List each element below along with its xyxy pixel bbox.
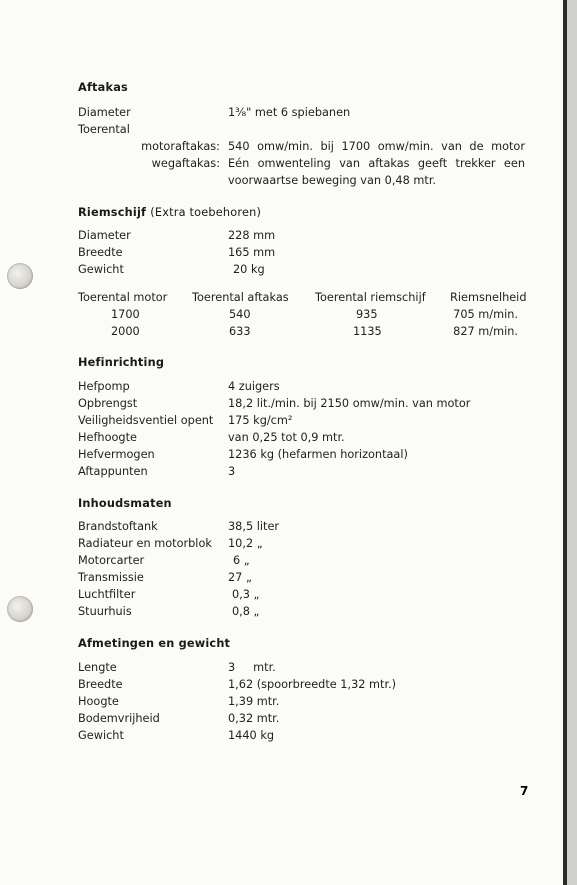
- table-row2-aftakas: 633: [229, 325, 251, 338]
- table-row1-riemschijf: 935: [356, 308, 378, 321]
- riemschijf-diameter-value: 228 mm: [228, 229, 276, 242]
- hefinrichting-heading: Hefinrichting: [78, 356, 165, 369]
- aftappunten-label: Aftappunten: [78, 465, 148, 478]
- aftappunten-value: 3: [228, 465, 236, 478]
- afmetingen-heading: Afmetingen en gewicht: [78, 637, 231, 650]
- luchtfilter-value: 0,3 „: [232, 588, 260, 601]
- gewicht-label: Gewicht: [78, 729, 124, 742]
- opbrengst-value: 18,2 lit./min. bij 2150 omw/min. van motor: [228, 397, 471, 410]
- aftakas-diameter-label: Diameter: [78, 106, 131, 119]
- binder-hole-top: [7, 263, 33, 289]
- opbrengst-label: Opbrengst: [78, 397, 138, 410]
- transmissie-value: 27 „: [228, 571, 252, 584]
- binder-hole-bottom: [7, 596, 33, 622]
- veiligheidsventiel-value: 175 kg/cm²: [228, 414, 293, 427]
- table-row2-riemschijf: 1135: [353, 325, 382, 338]
- table-header-toerental-riemschijf: Toerental riemschijf: [315, 291, 426, 304]
- table-header-toerental-motor: Toerental motor: [78, 291, 168, 304]
- luchtfilter-label: Luchtfilter: [78, 588, 136, 601]
- page-edge-background: [567, 0, 577, 885]
- stuurhuis-value: 0,8 „: [232, 605, 260, 618]
- aftakas-diameter-value: 1³⁄₈" met 6 spiebanen: [228, 106, 351, 119]
- table-row1-aftakas: 540: [229, 308, 251, 321]
- lengte-label: Lengte: [78, 661, 117, 674]
- radiateur-label: Radiateur en motorblok: [78, 537, 212, 550]
- wegaftakas-value-line1: Eén omwenteling van aftakas geeft trekker een: [228, 157, 525, 170]
- riemschijf-diameter-label: Diameter: [78, 229, 131, 242]
- riemschijf-gewicht-label: Gewicht: [78, 263, 124, 276]
- breedte-label: Breedte: [78, 678, 123, 691]
- radiateur-value: 10,2 „: [228, 537, 263, 550]
- motoraftakas-label: motoraftakas:: [141, 140, 220, 153]
- table-row1-riemsnelheid: 705 m/min.: [453, 308, 518, 321]
- hefvermogen-value: 1236 kg (hefarmen horizontaal): [228, 448, 408, 461]
- hefpomp-label: Hefpomp: [78, 380, 130, 393]
- hefpomp-value: 4 zuigers: [228, 380, 280, 393]
- bodemvrijheid-label: Bodemvrijheid: [78, 712, 160, 725]
- gewicht-value: 1440 kg: [228, 729, 275, 742]
- riemschijf-breedte-value: 165 mm: [228, 246, 276, 259]
- riemschijf-heading: [78, 206, 261, 219]
- page-number: 7: [520, 784, 529, 798]
- motorcarter-value: 6 „: [233, 554, 250, 567]
- stuurhuis-label: Stuurhuis: [78, 605, 132, 618]
- riemschijf-gewicht-value: 20 kg: [233, 263, 265, 276]
- table-header-toerental-aftakas: Toerental aftakas: [192, 291, 289, 304]
- lengte-value: 3 mtr.: [228, 661, 276, 674]
- aftakas-toerental-label: Toerental: [78, 123, 130, 136]
- aftakas-heading: Aftakas: [78, 81, 128, 94]
- riemschijf-title: Riemschijf: [78, 206, 147, 219]
- brandstoftank-value: 38,5 liter: [228, 520, 280, 533]
- hoogte-label: Hoogte: [78, 695, 119, 708]
- bodemvrijheid-value: 0,32 mtr.: [228, 712, 280, 725]
- riemschijf-subtitle: (Extra toebehoren): [150, 206, 262, 219]
- table-row2-riemsnelheid: 827 m/min.: [453, 325, 518, 338]
- hefhoogte-value: van 0,25 tot 0,9 mtr.: [228, 431, 345, 444]
- hefhoogte-label: Hefhoogte: [78, 431, 137, 444]
- transmissie-label: Transmissie: [78, 571, 144, 584]
- table-header-riemsnelheid: Riemsnelheid: [450, 291, 527, 304]
- hefvermogen-label: Hefvermogen: [78, 448, 155, 461]
- brandstoftank-label: Brandstoftank: [78, 520, 158, 533]
- motorcarter-label: Motorcarter: [78, 554, 145, 567]
- veiligheidsventiel-label: Veiligheidsventiel opent: [78, 414, 214, 427]
- wegaftakas-value-line2: voorwaartse beweging van 0,48 mtr.: [228, 174, 437, 187]
- breedte-value: 1,62 (spoorbreedte 1,32 mtr.): [228, 678, 397, 691]
- table-row2-motor: 2000: [111, 325, 140, 338]
- inhoudsmaten-heading: Inhoudsmaten: [78, 497, 172, 510]
- motoraftakas-value: 540 omw/min. bij 1700 omw/min. van de motor: [228, 140, 525, 153]
- riemschijf-breedte-label: Breedte: [78, 246, 123, 259]
- hoogte-value: 1,39 mtr.: [228, 695, 280, 708]
- table-row1-motor: 1700: [111, 308, 140, 321]
- wegaftakas-label: wegaftakas:: [151, 157, 220, 170]
